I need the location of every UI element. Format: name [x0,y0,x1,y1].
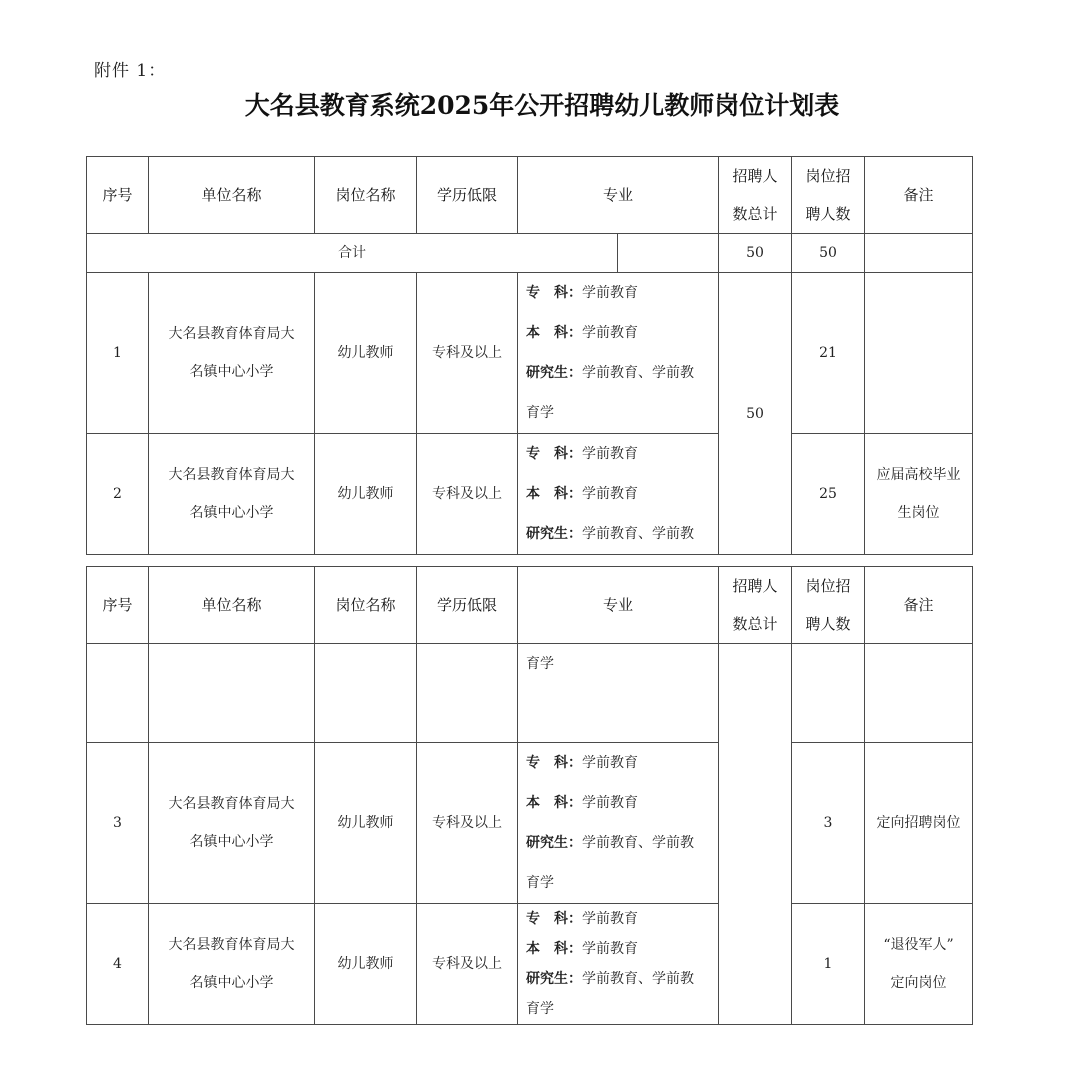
major-value: 学前教育 [582,325,638,341]
row-remarks [865,434,973,555]
row-position [315,644,417,743]
major-value: 学前教育 [582,755,638,771]
header-index: 序号 [87,157,149,234]
major-junior [526,273,718,313]
major-graduate-cont: 育学 [526,656,554,672]
header-index: 序号 [87,567,149,644]
summary-remarks [865,234,973,273]
row-remarks [865,644,973,743]
row-remarks: 定向招聘岗位 [865,743,973,904]
header-total [719,567,792,644]
major-graduate [526,514,718,554]
row-education: 专科及以上 [417,434,518,555]
summary-empty [618,234,719,273]
row-education: 专科及以上 [417,743,518,904]
header-unit: 单位名称 [149,157,315,234]
row-position: 幼儿教师 [315,904,417,1025]
major-label-bachelor: 本 科： [526,486,582,502]
major-value: 学前教育、学前教 [582,365,694,381]
header-education: 学历低限 [417,157,518,234]
header-total-line1: 招聘人 [732,577,778,595]
major-label-junior: 专 科： [526,285,582,301]
major-label-junior: 专 科： [526,446,582,462]
row-major [518,644,719,743]
major-value: 学前教育、学前教 [582,526,694,542]
header-post-count [792,567,865,644]
row-unit [149,273,315,434]
major-graduate [526,353,718,393]
unit-line1: 大名县教育体育局大 [168,796,295,812]
major-value: 学前教育 [582,446,638,462]
row-index: 1 [87,273,149,434]
row-unit [149,434,315,555]
unit-line2: 名镇中心小学 [189,505,274,521]
header-remarks: 备注 [865,157,973,234]
summary-post: 50 [792,234,865,273]
header-position: 岗位名称 [315,157,417,234]
major-graduate [526,823,718,863]
major-label-bachelor: 本 科： [526,941,582,957]
row-position: 幼儿教师 [315,434,417,555]
table-row [87,904,973,1025]
major-label-bachelor: 本 科： [526,795,582,811]
major-bachelor [526,934,718,964]
table-row [87,743,973,904]
major-value: 学前教育、学前教 [582,835,694,851]
major-bachelor [526,783,718,823]
header-major: 专业 [518,157,719,234]
header-education: 学历低限 [417,567,518,644]
row-unit [149,904,315,1025]
row-index: 4 [87,904,149,1025]
row-remarks [865,273,973,434]
summary-label: 合计 [87,234,618,273]
recruitment-table-page2 [86,566,973,1025]
header-post-line2: 聘人数 [805,615,851,633]
row-position: 幼儿教师 [315,743,417,904]
header-total-line2: 数总计 [732,615,778,633]
row-education: 专科及以上 [417,904,518,1025]
row-major [518,273,719,434]
row-education [417,644,518,743]
major-label-bachelor: 本 科： [526,325,582,341]
header-total [719,157,792,234]
major-graduate-cont: 育学 [526,1001,554,1017]
major-value: 学前教育、学前教 [582,971,694,987]
header-post-line1: 岗位招 [805,577,851,595]
attachment-label: 附件 1： [94,61,167,81]
row-post-count: 21 [792,273,865,434]
major-graduate-cont: 育学 [526,875,554,891]
header-row [87,567,973,644]
row-post-count: 1 [792,904,865,1025]
header-total-line1: 招聘人 [732,167,778,185]
major-label-graduate: 研究生： [526,526,582,542]
major-junior [526,743,718,783]
major-label-graduate: 研究生： [526,365,582,381]
remarks-line1: “退役军人” [883,937,954,953]
major-bachelor [526,313,718,353]
unit-line2: 名镇中心小学 [189,834,274,850]
major-value: 学前教育 [582,285,638,301]
major-junior [526,904,718,934]
page-title: 大名县教育系统2025年公开招聘幼儿教师岗位计划表 [244,91,840,120]
row-index: 3 [87,743,149,904]
major-value: 学前教育 [582,911,638,927]
row-remarks [865,904,973,1025]
header-unit: 单位名称 [149,567,315,644]
row-major [518,904,719,1025]
unit-line2: 名镇中心小学 [189,975,274,991]
unit-line2: 名镇中心小学 [189,364,274,380]
row-major [518,434,719,555]
header-row [87,157,973,234]
table-row [87,434,973,555]
merged-total: 50 [719,273,792,555]
row-post-count [792,644,865,743]
table-row [87,273,973,434]
row-unit [149,644,315,743]
summary-total: 50 [719,234,792,273]
major-label-graduate: 研究生： [526,835,582,851]
remarks-line2: 定向岗位 [890,975,947,991]
table-row-continued [87,644,973,743]
major-junior [526,434,718,474]
summary-row [87,234,973,273]
unit-line1: 大名县教育体育局大 [168,326,295,342]
row-post-count: 25 [792,434,865,555]
header-remarks: 备注 [865,567,973,644]
header-post-line2: 聘人数 [805,205,851,223]
row-post-count: 3 [792,743,865,904]
row-index: 2 [87,434,149,555]
major-bachelor [526,474,718,514]
header-major: 专业 [518,567,719,644]
major-value: 学前教育 [582,941,638,957]
remarks-line2: 生岗位 [897,505,940,521]
row-education: 专科及以上 [417,273,518,434]
major-value: 学前教育 [582,795,638,811]
unit-line1: 大名县教育体育局大 [168,937,295,953]
remarks-line1: 应届高校毕业 [876,467,961,483]
row-major [518,743,719,904]
unit-line1: 大名县教育体育局大 [168,467,295,483]
header-post-count [792,157,865,234]
major-graduate-cont: 育学 [526,405,554,421]
header-total-line2: 数总计 [732,205,778,223]
row-position: 幼儿教师 [315,273,417,434]
recruitment-table-page1 [86,156,973,555]
merged-total-continued [719,644,792,1025]
header-post-line1: 岗位招 [805,167,851,185]
major-label-junior: 专 科： [526,911,582,927]
major-value: 学前教育 [582,486,638,502]
row-unit [149,743,315,904]
header-position: 岗位名称 [315,567,417,644]
major-label-graduate: 研究生： [526,971,582,987]
major-label-junior: 专 科： [526,755,582,771]
major-graduate [526,964,718,994]
row-index [87,644,149,743]
